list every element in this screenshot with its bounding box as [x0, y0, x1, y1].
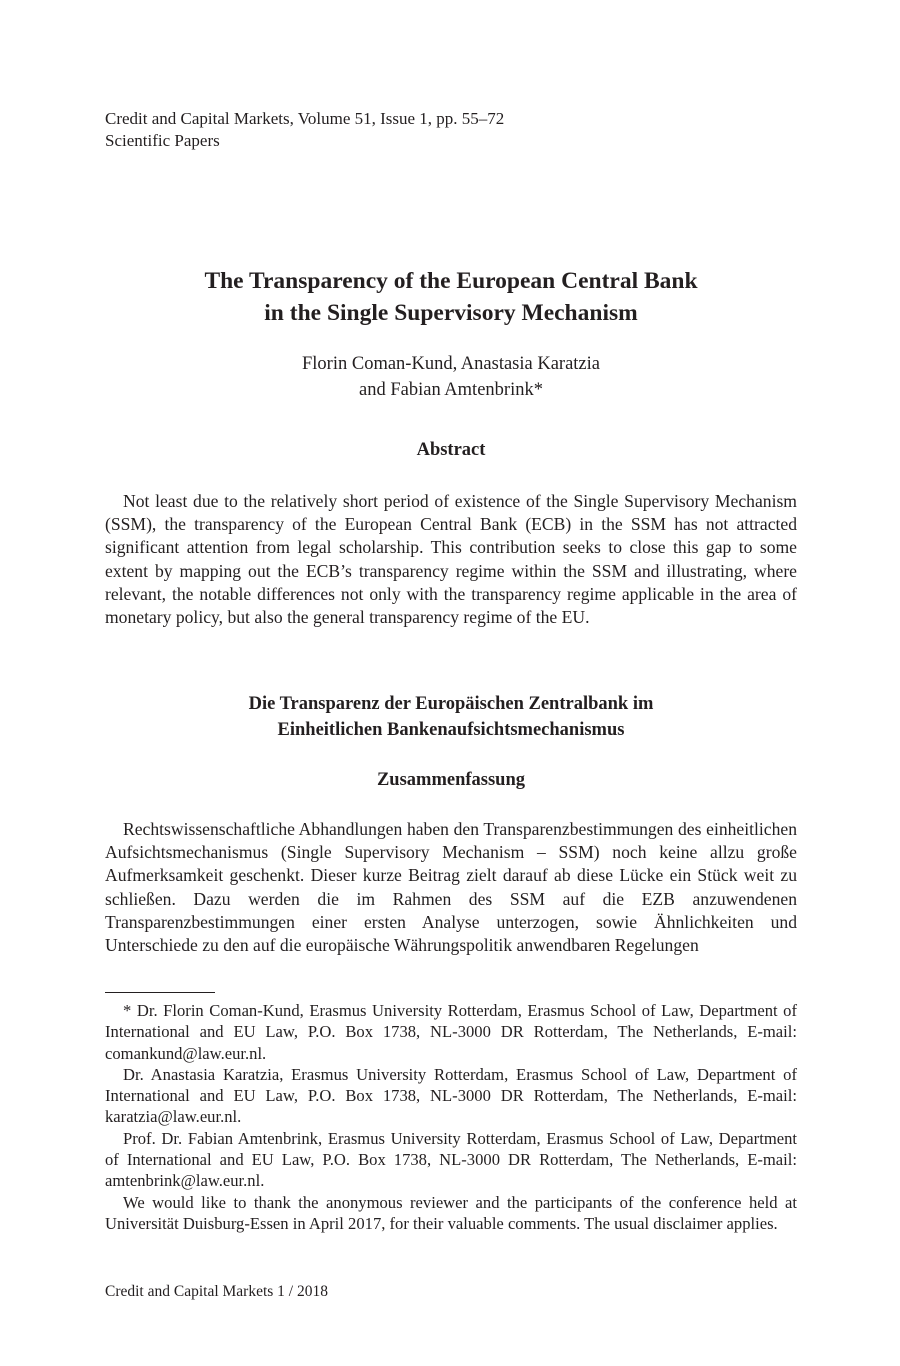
author-list [105, 351, 797, 403]
author-line-2: and Fabian Amtenbrink* [359, 380, 543, 400]
section-label: Scientific Papers [105, 131, 220, 150]
abstract-heading: Abstract [416, 440, 486, 460]
page-footer: Credit and Capital Markets 1 / 2018 [105, 1283, 328, 1300]
footnote-divider [105, 992, 215, 993]
zusammenfassung-heading: Zusammenfassung [376, 770, 526, 790]
abstract-text: Not least due to the relatively short period of existence of the Single Supervisory Mechanism (SSM), the transparency of the European Central Bank (ECB) in the SSM has not attracted significant attention from legal scholarship. This contribution seeks to close this gap to some extent by mapping out the ECB’s transparency regime within the SSM and illustrating, where relevant, the notable differences not only with the transparency regime applicable in the area of monetary policy, but also the general transparency regime of the EU. [105, 491, 797, 628]
german-title-line-2: Einheitlichen Bankenaufsichtsmechanismus [277, 720, 625, 740]
zusammenfassung-text: Rechtswissenschaftliche Abhandlungen haben den Transparenzbestimmungen des einheitlichen Aufsichtsmechanismus (Single Supervisory Mechanism – SSM) noch keine allzu große Aufmerksamkeit geschenkt. Dieser kurze Beitrag zielt darauf ab diese Lücke ein Stück weit zu schließen. Dazu werden die im Rahmen des SSM auf die EZB anzuwendenen Transparenzbestimmungen einer ersten Analyse unterzogen, sowie Ähnlichkeiten und Unterschiede zu den auf die europäische Währungspolitik anwendbaren Regelungen [105, 819, 797, 956]
paper-title-line-2: in the Single Supervisory Mechanism [264, 300, 638, 326]
footnote-author-2: Dr. Anastasia Karatzia, Erasmus University Rotterdam, Erasmus School of Law, Department of International and EU Law, P.O. Box 1738, NL-3000 DR Rotterdam, The Netherlands, E-mail: karatzia@law.eur.nl. [105, 1064, 797, 1127]
footnote-acknowledgement: We would like to thank the anonymous reviewer and the participants of the conference held at Universität Duisburg-Essen in April 2017, for their valuable comments. The usual disclaimer applies. [105, 1192, 797, 1233]
author-line-1: Florin Coman-Kund, Anastasia Karatzia [302, 354, 600, 374]
german-title [105, 691, 797, 743]
footnote-author-3: Prof. Dr. Fabian Amtenbrink, Erasmus University Rotterdam, Erasmus School of Law, Department of International and EU Law, P.O. Box 1738, NL-3000 DR Rotterdam, The Netherlands, E-mail: amtenbrink@law.eur.nl. [105, 1128, 797, 1191]
german-title-line-1: Die Transparenz der Europäischen Zentralbank im [248, 694, 654, 714]
paper-title [105, 265, 797, 329]
paper-title-line-1: The Transparency of the European Central Bank [204, 268, 698, 294]
journal-header [105, 108, 504, 152]
footnotes [105, 1000, 797, 1234]
journal-citation: Credit and Capital Markets, Volume 51, Issue 1, pp. 55–72 [105, 109, 505, 128]
footnote-author-1: * Dr. Florin Coman-Kund, Erasmus University Rotterdam, Erasmus School of Law, Department of International and EU Law, P.O. Box 1738, NL-3000 DR Rotterdam, The Netherlands, E-mail: comankund@law.eur.nl. [105, 1001, 797, 1063]
